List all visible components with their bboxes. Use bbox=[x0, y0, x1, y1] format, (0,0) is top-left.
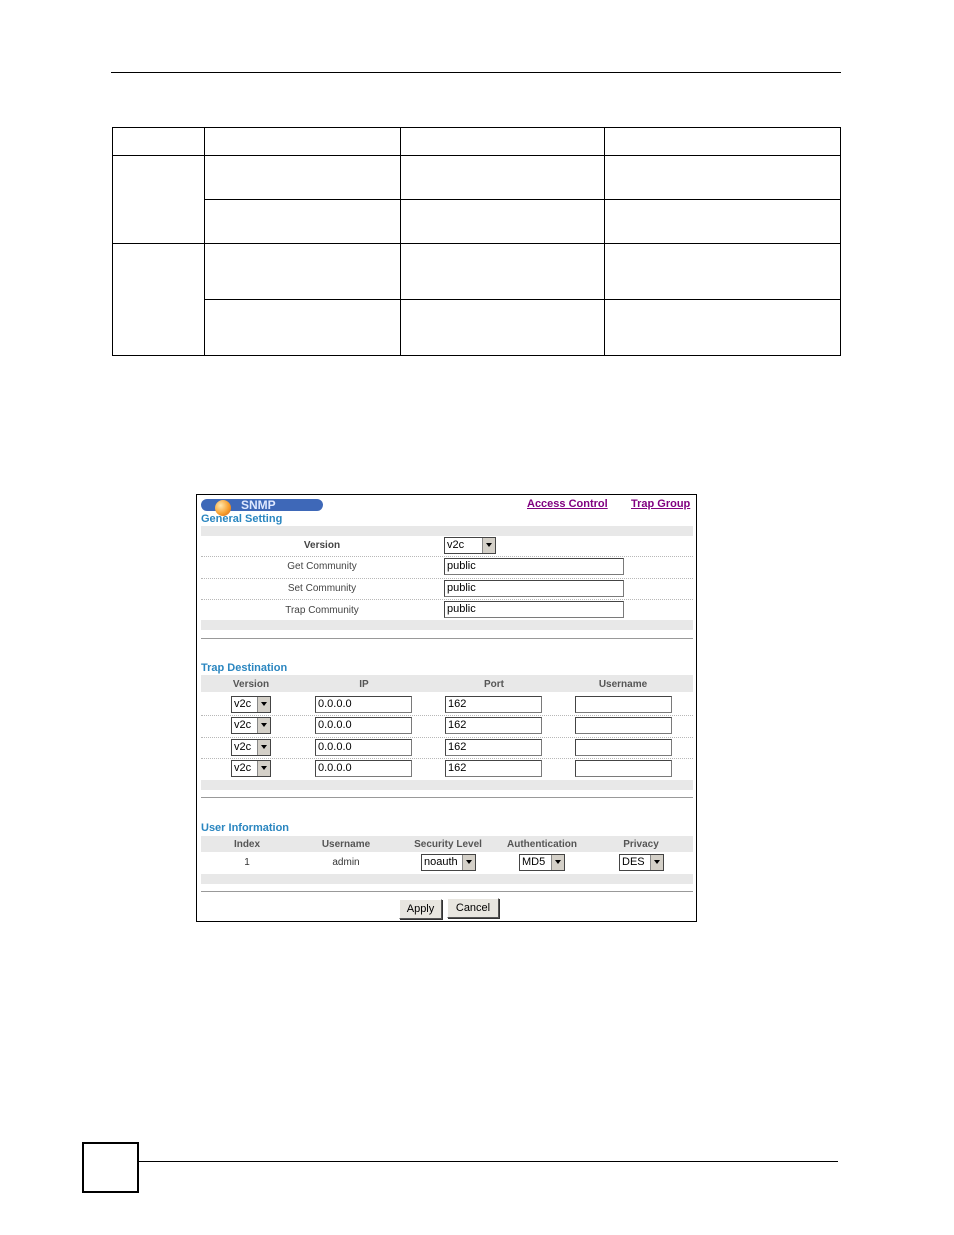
col-privacy: Privacy bbox=[623, 839, 659, 850]
trap-version-select[interactable] bbox=[231, 696, 271, 713]
trap-port-input[interactable]: 162 bbox=[445, 696, 542, 713]
table-row bbox=[113, 200, 841, 244]
table-cell bbox=[401, 244, 605, 300]
document-table bbox=[112, 127, 841, 356]
snmp-title-bar bbox=[201, 499, 323, 511]
trap-version-value: v2c bbox=[234, 698, 252, 710]
access-control-link[interactable]: Access Control bbox=[527, 498, 608, 510]
authentication-value: MD5 bbox=[522, 856, 546, 868]
section-divider bbox=[201, 638, 693, 639]
col-authentication: Authentication bbox=[507, 839, 577, 850]
table-cell bbox=[605, 200, 841, 244]
trap-ip-input[interactable]: 0.0.0.0 bbox=[315, 696, 412, 713]
trap-version-value: v2c bbox=[234, 762, 252, 774]
trap-port-input[interactable]: 162 bbox=[445, 717, 542, 734]
col-security-level: Security Level bbox=[414, 839, 482, 850]
version-label: Version bbox=[303, 540, 341, 551]
table-cell bbox=[205, 244, 401, 300]
col-version: Version bbox=[232, 679, 270, 690]
table-cell bbox=[605, 156, 841, 200]
table-header-row bbox=[113, 128, 841, 156]
user-information-title: User Information bbox=[201, 822, 290, 834]
table-cell bbox=[205, 128, 401, 156]
security-level-value: noauth bbox=[424, 856, 458, 868]
user-index: 1 bbox=[244, 857, 250, 868]
table-cell bbox=[401, 128, 605, 156]
chevron-down-icon bbox=[257, 761, 270, 776]
header-rule bbox=[111, 72, 841, 73]
trap-community-input[interactable]: public bbox=[444, 601, 624, 618]
cancel-button[interactable]: Cancel bbox=[447, 898, 499, 918]
version-select[interactable] bbox=[444, 537, 496, 554]
table-cell bbox=[205, 156, 401, 200]
general-setting-title: General Setting bbox=[201, 513, 283, 525]
trap-version-select[interactable] bbox=[231, 717, 271, 734]
trap-group-link[interactable]: Trap Group bbox=[631, 498, 691, 510]
privacy-value: DES bbox=[622, 856, 645, 868]
trap-port-input[interactable]: 162 bbox=[445, 739, 542, 756]
section-band bbox=[201, 620, 693, 630]
table-cell bbox=[401, 300, 605, 356]
trap-community-label: Trap Community bbox=[285, 605, 359, 616]
authentication-select[interactable] bbox=[519, 854, 565, 871]
chevron-down-icon bbox=[257, 697, 270, 712]
user-username: admin bbox=[332, 857, 360, 868]
table-cell bbox=[113, 156, 205, 244]
trap-ip-input[interactable]: 0.0.0.0 bbox=[315, 760, 412, 777]
trap-ip-input[interactable]: 0.0.0.0 bbox=[315, 717, 412, 734]
trap-version-value: v2c bbox=[234, 741, 252, 753]
table-cell bbox=[113, 128, 205, 156]
section-divider bbox=[201, 797, 693, 798]
table-cell bbox=[205, 200, 401, 244]
chevron-down-icon bbox=[257, 718, 270, 733]
snmp-title: SNMP bbox=[241, 498, 276, 512]
snmp-screenshot-panel bbox=[196, 494, 697, 922]
trap-port-input[interactable]: 162 bbox=[445, 760, 542, 777]
section-divider bbox=[201, 891, 693, 892]
table-cell bbox=[401, 156, 605, 200]
table-row bbox=[113, 156, 841, 200]
set-community-label: Set Community bbox=[287, 583, 357, 594]
page-number-box bbox=[82, 1142, 139, 1193]
trap-ip-input[interactable]: 0.0.0.0 bbox=[315, 739, 412, 756]
trap-version-value: v2c bbox=[234, 719, 252, 731]
table-cell bbox=[605, 244, 841, 300]
get-community-label: Get Community bbox=[287, 561, 357, 572]
col-port: Port bbox=[484, 679, 504, 690]
col-user-username: Username bbox=[321, 839, 371, 850]
chevron-down-icon bbox=[482, 538, 495, 553]
set-community-input[interactable]: public bbox=[444, 580, 624, 597]
table-cell bbox=[401, 200, 605, 244]
privacy-select[interactable] bbox=[619, 854, 664, 871]
trap-username-input[interactable] bbox=[575, 717, 672, 734]
version-select-value: v2c bbox=[447, 539, 465, 551]
trap-username-input[interactable] bbox=[575, 739, 672, 756]
trap-username-input[interactable] bbox=[575, 760, 672, 777]
apply-button[interactable]: Apply bbox=[399, 899, 442, 919]
table-cell bbox=[605, 300, 841, 356]
security-level-select[interactable] bbox=[421, 854, 476, 871]
table-cell bbox=[605, 128, 841, 156]
trap-username-input[interactable] bbox=[575, 696, 672, 713]
chevron-down-icon bbox=[257, 740, 270, 755]
col-username: Username bbox=[598, 679, 648, 690]
col-index: Index bbox=[233, 839, 261, 850]
table-row bbox=[113, 300, 841, 356]
table-row bbox=[113, 244, 841, 300]
chevron-down-icon bbox=[551, 855, 564, 870]
section-band bbox=[201, 526, 693, 536]
chevron-down-icon bbox=[462, 855, 475, 870]
chevron-down-icon bbox=[650, 855, 663, 870]
table-cell bbox=[113, 244, 205, 356]
section-band bbox=[201, 874, 693, 884]
col-ip: IP bbox=[359, 679, 369, 690]
footer-rule bbox=[139, 1161, 838, 1162]
trap-destination-title: Trap Destination bbox=[201, 662, 288, 674]
section-band bbox=[201, 780, 693, 790]
get-community-input[interactable]: public bbox=[444, 558, 624, 575]
trap-version-select[interactable] bbox=[231, 739, 271, 756]
trap-version-select[interactable] bbox=[231, 760, 271, 777]
table-cell bbox=[205, 300, 401, 356]
